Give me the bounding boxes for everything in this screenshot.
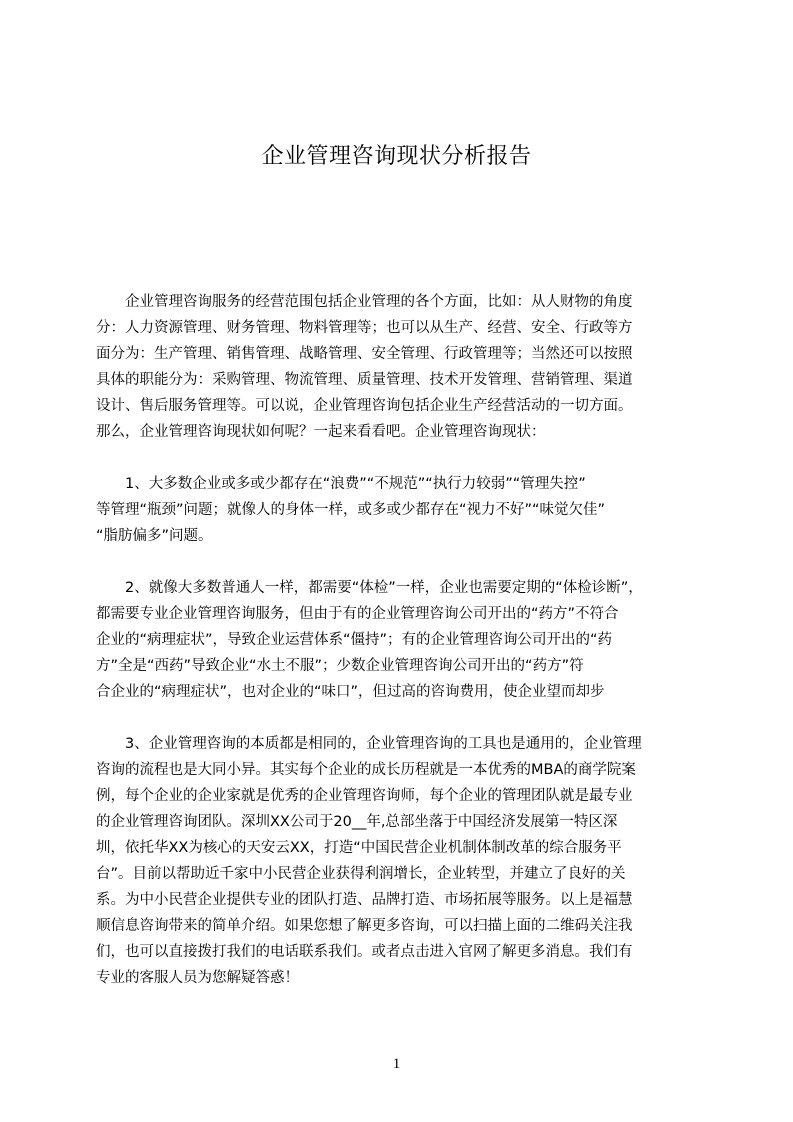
paragraph-gap xyxy=(96,445,728,471)
paragraph-intro xyxy=(96,289,728,445)
text-line: 咨询的流程也是大同小异。其实每个企业的成长历程就是一本优秀的MBA的商学院案 xyxy=(96,762,636,778)
document-body xyxy=(96,289,728,991)
text-line: 圳，依托华XX为核心的天安云XX，打造“中国民营企业机制体制改革的综合服务平 xyxy=(96,840,622,856)
text-line: 那么，企业管理咨询现状如何呢？一起来看看吧。企业管理咨询现状： xyxy=(96,424,546,440)
text-line: 顺信息咨询带来的简单介绍。如果您想了解更多咨询，可以扫描上面的二维码关注我 xyxy=(96,918,633,934)
paragraph-point-1 xyxy=(96,471,728,549)
text-line: 企业的“病理症状”，导致企业运营体系“僵持”；有的企业管理咨询公司开出的“药 xyxy=(96,632,613,648)
text-line: “脂肪偏多”问题。 xyxy=(96,528,213,544)
text-line: 的企业管理咨询团队。深圳XX公司于20__年,总部坐落于中国经济发展第一特区深 xyxy=(96,814,618,830)
text-line: 专业的客服人员为您解疑答惑！ xyxy=(96,970,299,986)
paragraph-point-3 xyxy=(96,731,728,991)
paragraph-point-2 xyxy=(96,575,728,705)
text-line: 台”。目前以帮助近千家中小民营企业获得利润增长，企业转型，并建立了良好的关 xyxy=(96,866,626,882)
text-line: 设计、售后服务管理等。可以说，企业管理咨询包括企业生产经营活动的一切方面。 xyxy=(96,398,633,414)
text-line: 系。为中小民营企业提供专业的团队打造、品牌打造、市场拓展等服务。以上是福慧 xyxy=(96,892,633,908)
page-number: 1 xyxy=(392,1056,401,1072)
text-line: 面分为：生产管理、销售管理、战略管理、安全管理、行政管理等；当然还可以按照 xyxy=(96,346,633,362)
text-line: 合企业的“病理症状”，也对企业的“味口”，但过高的咨询费用，使企业望而却步 xyxy=(96,684,605,700)
text-line: 分：人力资源管理、财务管理、物料管理等；也可以从生产、经营、安全、行政等方 xyxy=(96,320,633,336)
text-line: 企业管理咨询服务的经营范围包括企业管理的各个方面，比如：从人财物的角度 xyxy=(96,294,633,310)
paragraph-gap xyxy=(96,549,728,575)
text-line: 例，每个企业的企业家就是优秀的企业管理咨询师，每个企业的管理团队就是最专业 xyxy=(96,788,633,804)
text-line: 等管理“瓶颈”问题；就像人的身体一样，或多或少都存在“视力不好”“味觉欠佳” xyxy=(96,502,606,518)
text-line: 具体的职能分为：采购管理、物流管理、质量管理、技术开发管理、营销管理、渠道 xyxy=(96,372,633,388)
text-line: 2、就像大多数普通人一样，都需要“体检”一样，企业也需要定期的“体检诊断”， xyxy=(96,580,643,596)
text-line: 1、大多数企业或多或少都存在“浪费”“不规范”“执行力较弱”“管理失控” xyxy=(96,476,586,492)
text-line: 都需要专业企业管理咨询服务，但由于有的企业管理咨询公司开出的“药方”不符合 xyxy=(96,606,619,622)
page-title: 企业管理咨询现状分析报告 xyxy=(261,144,532,169)
text-line: 方”全是“西药”导致企业“水土不服”；少数企业管理咨询公司开出的“药方”符 xyxy=(96,658,584,674)
text-line: 3、企业管理咨询的本质都是相同的，企业管理咨询的工具也是通用的，企业管理 xyxy=(96,736,642,752)
text-line: 们，也可以直接拨打我们的电话联系我们。或者点击进入官网了解更多消息。我们有 xyxy=(96,944,633,960)
paragraph-gap xyxy=(96,705,728,731)
